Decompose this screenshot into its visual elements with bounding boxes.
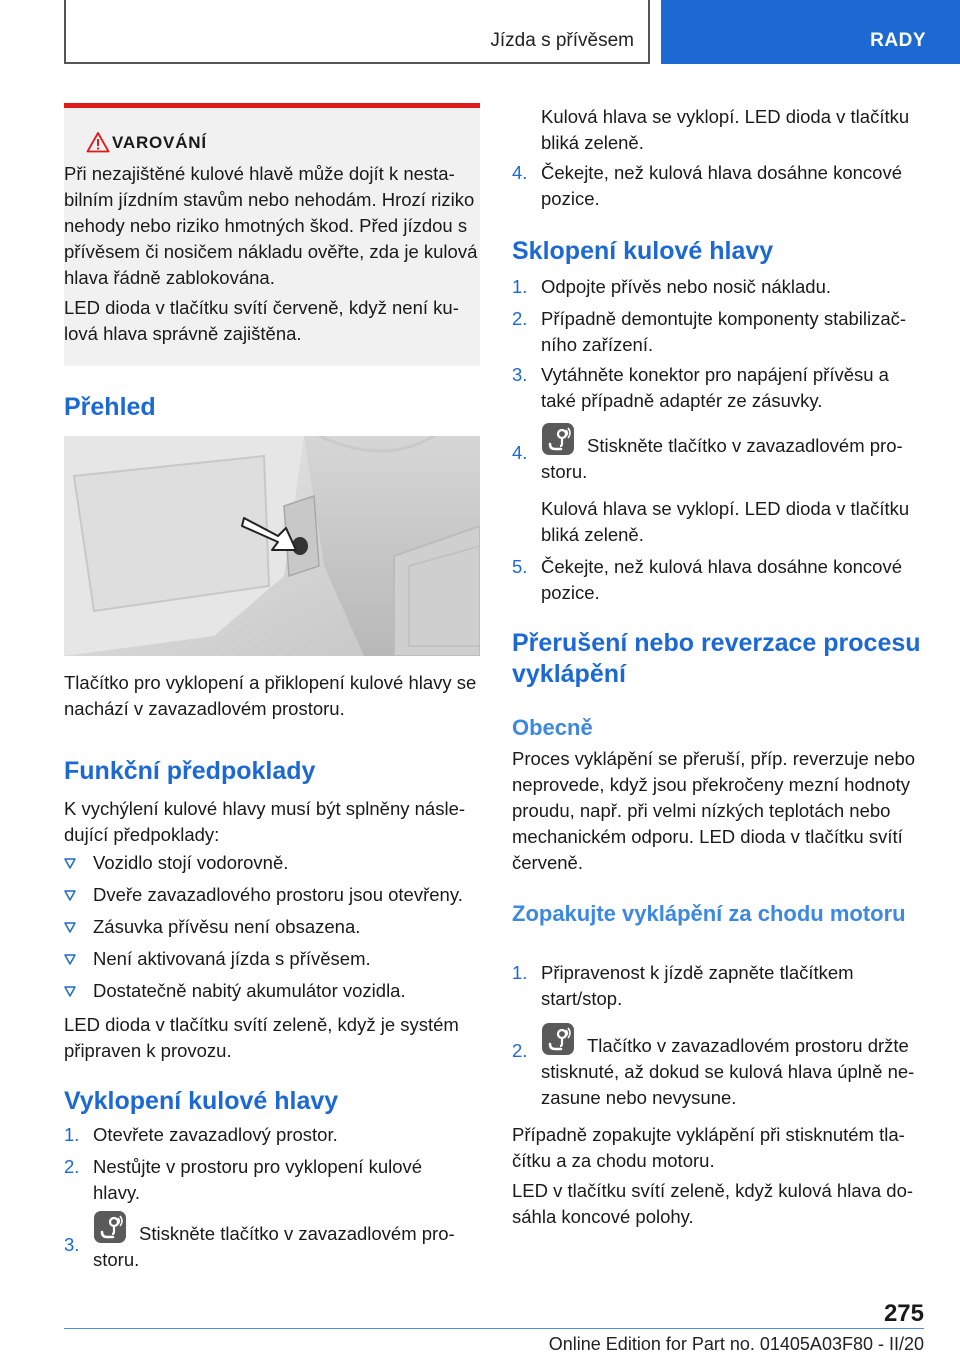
prereq-item-text: Vozidlo stojí vodorovně.	[93, 852, 289, 873]
prereq-item-text: Dostatečně nabitý akumulátor vozidla.	[93, 980, 406, 1001]
triangle-bullet-icon	[64, 985, 76, 997]
warning-top-line	[64, 103, 480, 108]
repeat-step	[512, 960, 924, 1012]
warning-triangle-icon	[86, 131, 110, 153]
step-text: Stiskněte tlačítko v zavazadlovém prostoru.	[541, 435, 903, 482]
header-right-border	[648, 0, 650, 64]
step-text: Nestůjte v prostoru pro vyklopení kulové hlavy.	[93, 1156, 423, 1203]
header-badge	[661, 0, 960, 64]
step-number: 2.	[512, 308, 528, 329]
tow-hitch-button-icon	[541, 1022, 575, 1056]
prereq-item	[64, 978, 480, 1004]
warning-text-2: LED dioda v tlačítku svítí červeně, když není kulová hlava správně zajištěna.	[64, 297, 459, 344]
prereq-heading: Funkční předpoklady	[64, 757, 316, 785]
step-number: 2.	[64, 1156, 80, 1177]
prereq-item	[64, 882, 480, 908]
step-number: 1.	[512, 962, 528, 983]
trunk-photo	[64, 436, 480, 656]
header-badge-label: RADY	[870, 30, 926, 51]
footer-edition: Online Edition for Part no. 01405A03F80 - II/20	[548, 1334, 924, 1354]
retract-continuation: Kulová hlava se vyklopí. LED dioda v tlačítku bliká zeleně.	[541, 498, 910, 545]
repeat-note-1: Případně zopakujte vyklápění při stisknutém tlačítku a za chodu motoru.	[512, 1124, 905, 1171]
step-text: Vytáhněte konektor pro napájení přívěsu a také případně adaptér ze zásuvky.	[541, 364, 889, 411]
triangle-bullet-icon	[64, 921, 76, 933]
overview-heading: Přehled	[64, 393, 156, 421]
retract-step	[512, 306, 924, 358]
warning-text-1: Při nezajištěné kulové hlavě může dojít k nestabilním jízdním stavům nebo nehodám. Hrozí riziko nehody nebo riziko hmotných škod. Před jízdou s přívěsem či nosičem nákladu ověřte, zda je kulová hlava řádně zablokována.	[64, 163, 478, 288]
step-text: Stiskněte tlačítko v zavazadlovém prostoru.	[93, 1223, 455, 1270]
prereq-item-text: Není aktivovaná jízda s přívěsem.	[93, 948, 371, 969]
retract-heading: Sklopení kulové hlavy	[512, 237, 774, 265]
page-number: 275	[883, 1300, 924, 1327]
repeat-note-2: LED v tlačítku svítí zeleně, když kulová hlava dosáhla koncové polohy.	[512, 1180, 914, 1227]
step-number: 4.	[512, 442, 528, 463]
header-section-title: Jízda s přívěsem	[490, 30, 634, 51]
tow-hitch-button-icon	[541, 422, 575, 456]
step-number: 1.	[512, 276, 528, 297]
retract-step	[512, 554, 924, 606]
warning-title: VAROVÁNÍ	[112, 133, 207, 152]
prereq-item-text: Dveře zavazadlového prostoru jsou otevřeny.	[93, 884, 463, 905]
overview-caption: Tlačítko pro vyklopení a přiklopení kulové hlavy se nachází v zavazadlovém prostoru.	[64, 672, 477, 719]
step-number: 2.	[512, 1040, 528, 1061]
general-text: Proces vyklápění se přeruší, příp. reverzuje nebo neprovede, když jsou překročeny mezní hodnoty proudu, např. při velmi nízkých teplotách nebo mechanickém odporu. LED dioda v tlačítku svítí červeně.	[512, 748, 916, 873]
retract-step	[512, 362, 924, 414]
retract-step	[512, 422, 924, 492]
step-content	[541, 422, 924, 485]
trunk-illustration	[64, 436, 480, 656]
extend-heading: Vyklopení kulové hlavy	[64, 1087, 339, 1115]
step-text: Čekejte, než kulová hlava dosáhne koncové pozice.	[541, 162, 902, 209]
tow-hitch-button-icon	[93, 1210, 127, 1244]
prereq-item	[64, 914, 480, 940]
triangle-bullet-icon	[64, 889, 76, 901]
step-text: Připravenost k jízdě zapněte tlačítkem start/stop.	[541, 962, 854, 1009]
step-text: Čekejte, než kulová hlava dosáhne koncové pozice.	[541, 556, 902, 603]
triangle-bullet-icon	[64, 953, 76, 965]
step-content	[93, 1210, 480, 1273]
header-left-border	[64, 0, 66, 64]
prereq-item	[64, 850, 480, 876]
step-number: 4.	[512, 162, 528, 183]
step-number: 3.	[512, 364, 528, 385]
retract-step	[512, 274, 924, 300]
step-number: 1.	[64, 1124, 80, 1145]
header-underline	[64, 62, 650, 64]
extend-continuation: Kulová hlava se vyklopí. LED dioda v tlačítku bliká zeleně.	[541, 106, 910, 153]
prereq-intro: K vychýlení kulové hlavy musí být splněny následující předpoklady:	[64, 798, 466, 845]
warning-box	[64, 103, 480, 366]
repeat-step	[512, 1022, 924, 1118]
extend-step	[512, 160, 924, 212]
footer-line	[64, 1328, 924, 1329]
extend-step	[64, 1154, 480, 1206]
prereq-item-text: Zásuvka přívěsu není obsazena.	[93, 916, 361, 937]
step-number: 5.	[512, 556, 528, 577]
step-number: 3.	[64, 1234, 80, 1255]
extend-step	[64, 1122, 480, 1148]
interrupt-heading: Přerušení nebo reverzace procesu vyklápění	[512, 629, 921, 688]
step-content	[541, 1022, 924, 1111]
triangle-bullet-icon	[64, 857, 76, 869]
step-text: Otevřete zavazadlový prostor.	[93, 1124, 338, 1145]
extend-step	[64, 1210, 480, 1280]
step-text: Případně demontujte komponenty stabilizačního zařízení.	[541, 308, 907, 355]
general-heading: Obecně	[512, 715, 593, 740]
step-text: Odpojte přívěs nebo nosič nákladu.	[541, 276, 832, 297]
repeat-heading: Zopakujte vyklápění za chodu motoru	[512, 901, 906, 926]
prereq-outro: LED dioda v tlačítku svítí zeleně, když je systém připraven k provozu.	[64, 1014, 459, 1061]
step-text: Tlačítko v zavazadlovém prostoru držte stisknuté, až dokud se kulová hlava úplně nezasune nebo nevysune.	[541, 1035, 915, 1108]
prereq-item	[64, 946, 480, 972]
